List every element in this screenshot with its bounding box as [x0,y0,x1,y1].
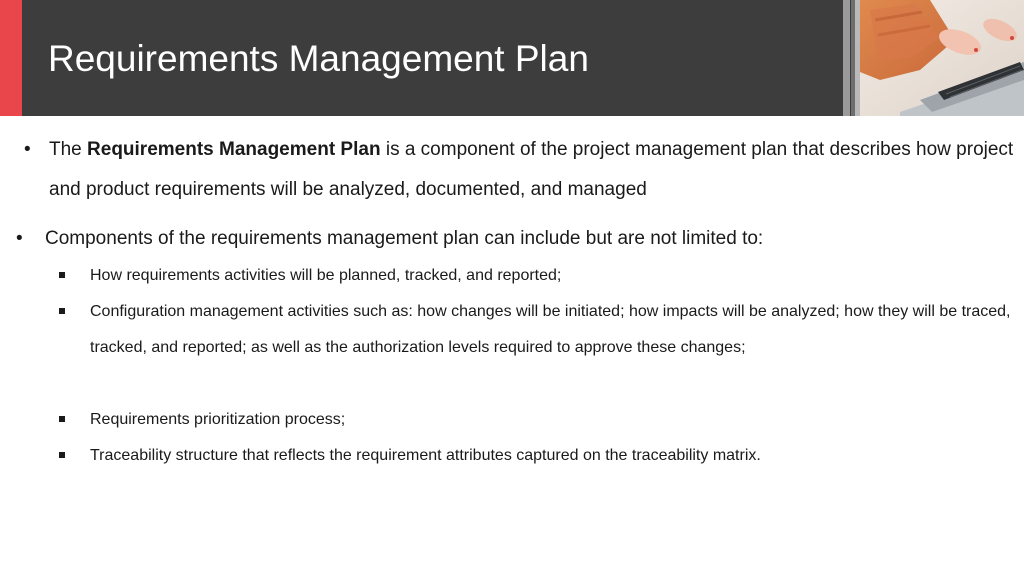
bullet-components-intro [16,219,1024,259]
sub-bullet-item [56,402,1024,438]
slide-title: Requirements Management Plan [48,38,589,79]
bullet-text-suffix: is a component of the project management plan that describes how project and product requirements will be analyzed, documented, and managed [49,139,1014,200]
sub-bullet-text: Traceability structure that reflects the requirement attributes captured on the traceability matrix. [90,447,761,464]
sub-bullet-text: Requirements prioritization process; [90,411,346,428]
square-bullet-icon [59,416,65,422]
square-bullet-icon [59,308,65,314]
square-bullet-icon [59,272,65,278]
sub-bullet-item [56,294,1024,366]
bullet-text: Components of the requirements management plan can include but are not limited to: [45,228,764,249]
bullet-requirements-plan-definition [24,130,1024,210]
sub-bullet-item [56,438,1024,474]
square-bullet-icon [59,452,65,458]
bullet-text-bold: Requirements Management Plan [87,139,381,160]
sub-bullet-text: Configuration management activities such as: how changes will be initiated; how impacts will be analyzed; how they will be traced, tracked, and reported; as well as the authorization levels required to approve these changes; [90,303,1011,356]
bullet-marker: • [24,139,31,160]
sub-bullet-item [56,258,1024,294]
bullet-marker: • [16,228,23,249]
bullet-text-prefix: The [49,139,88,160]
sub-bullet-text: How requirements activities will be planned, tracked, and reported; [90,267,562,284]
